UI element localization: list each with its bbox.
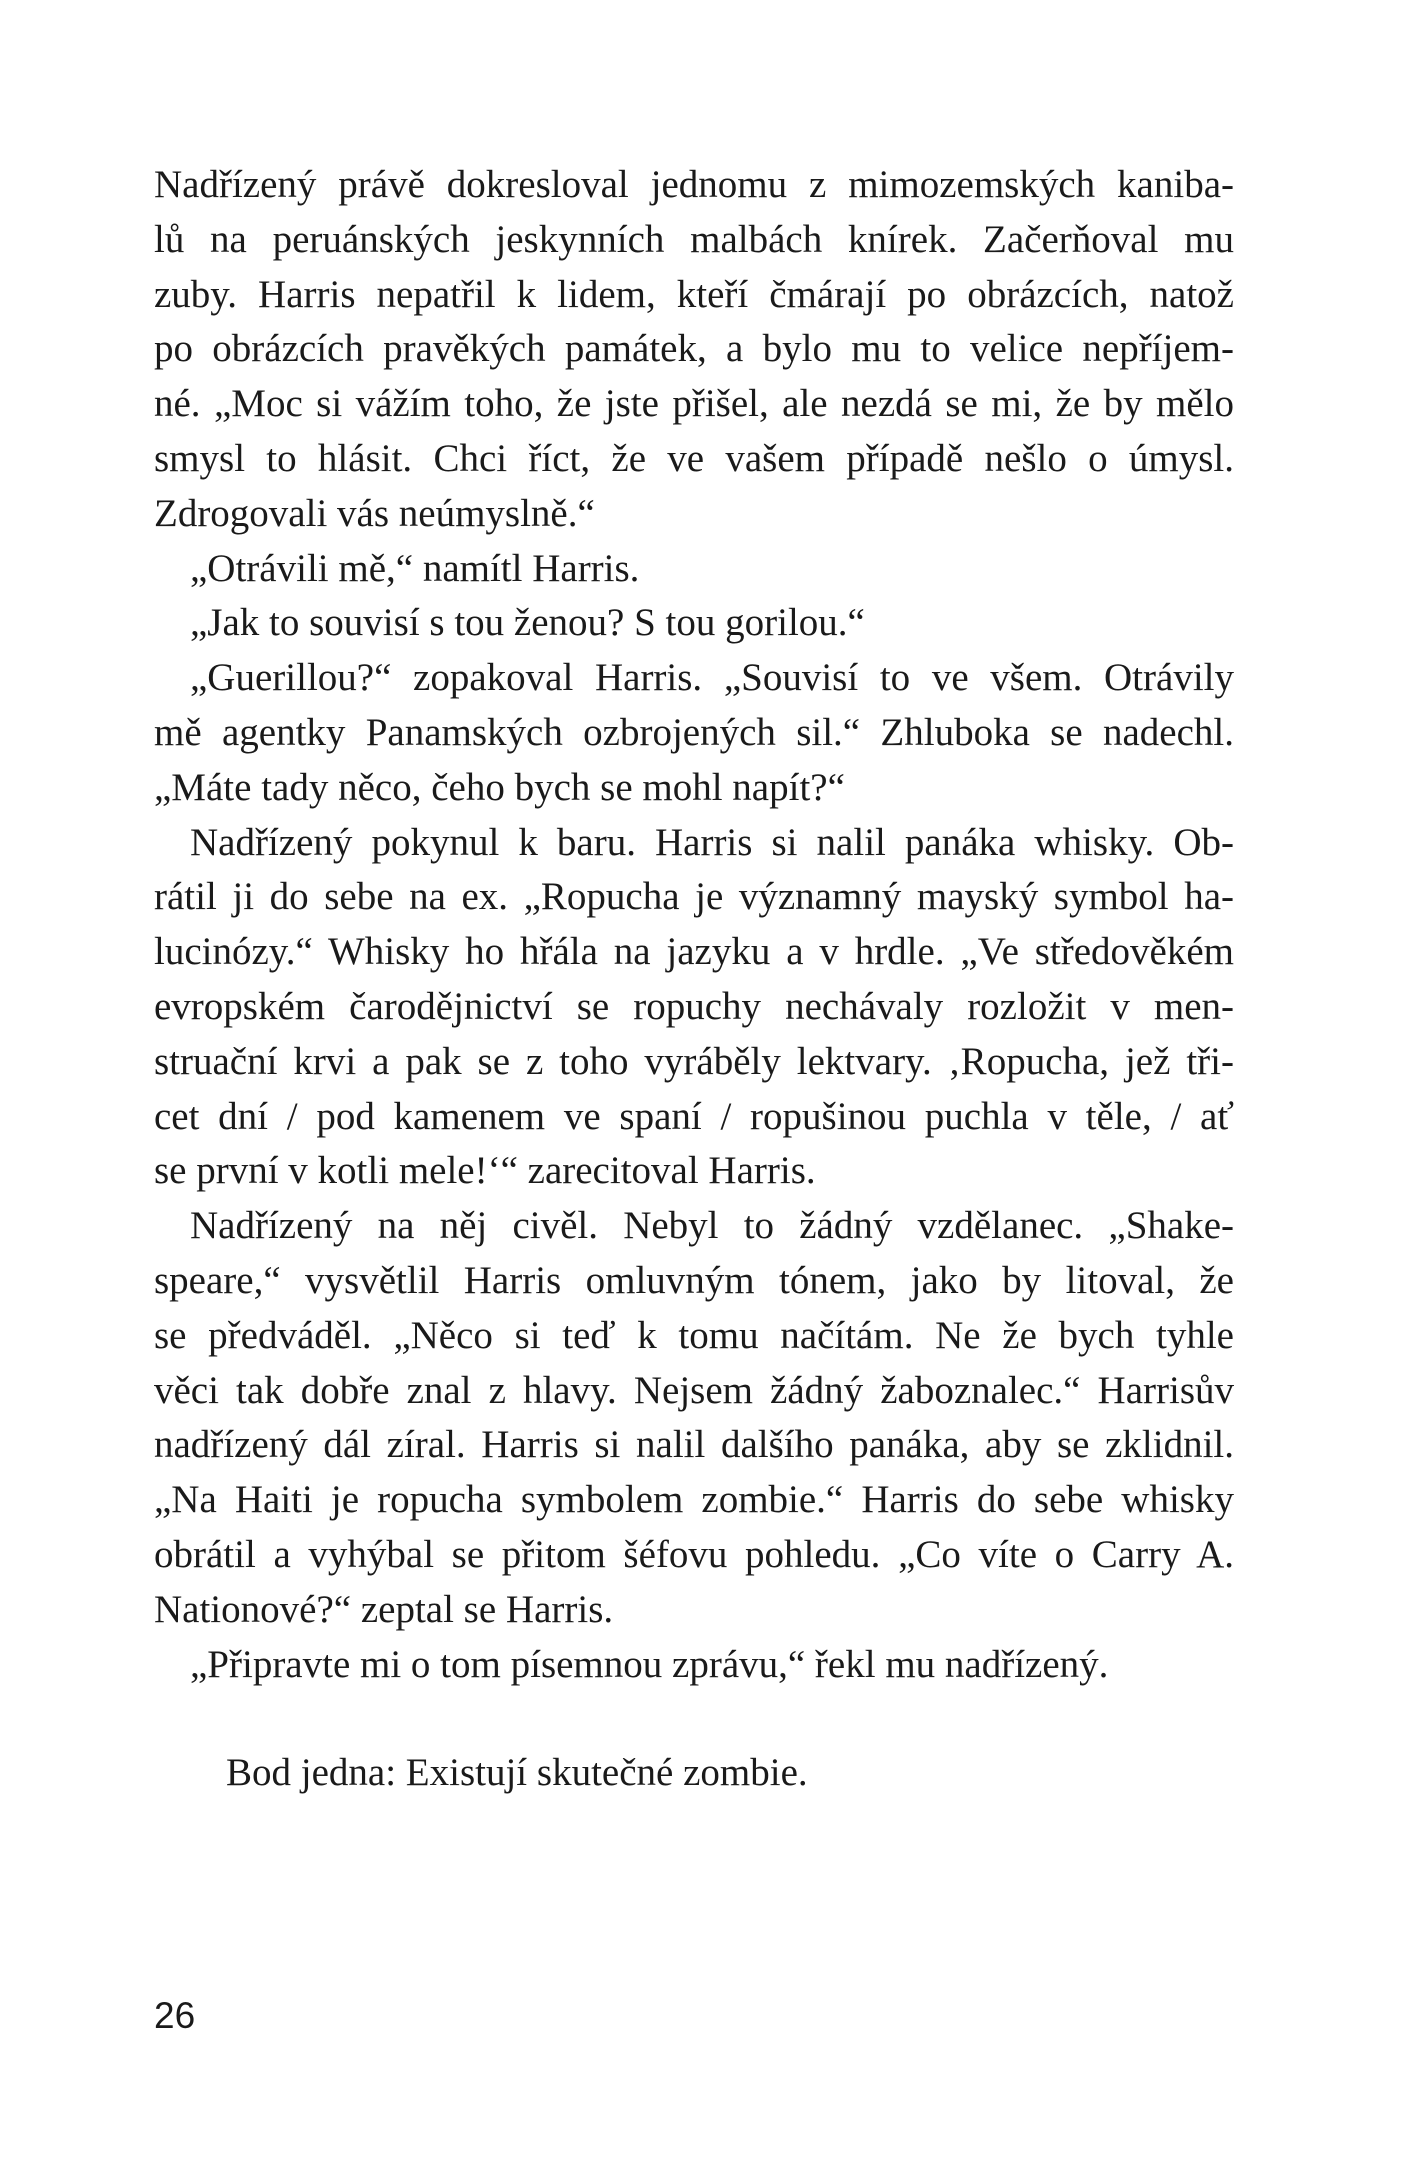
- text-line-8: „Otrávili mě,“ namítl Harris.: [190, 546, 640, 590]
- text-line-11: mě agentky Panamských ozbrojených sil.“ Zhluboka se nadechl.: [154, 710, 1234, 754]
- text-line-6: smysl to hlásit. Chci říct, že ve vašem případě nešlo o úmysl.: [154, 436, 1234, 480]
- text-line-12: „Máte tady něco, čeho bych se mohl napít?“: [154, 765, 845, 809]
- text-line-1: Nadřízený právě dokresloval jednomu z mimozemských kaniba-: [154, 163, 1234, 206]
- text-line-4: po obrázcích pravěkých památek, a bylo mu to velice nepříjem-: [154, 327, 1234, 371]
- text-line-19: se první v kotli mele!‘“ zarecitoval Harris.: [154, 1149, 816, 1193]
- text-line-20: Nadřízený na něj civěl. Nebyl to žádný vzdělanec. „Shake-: [190, 1204, 1234, 1248]
- text-line-13: Nadřízený pokynul k baru. Harris si nalil panáka whisky. Ob-: [190, 820, 1234, 864]
- text-line-26: obrátil a vyhýbal se přitom šéfovu pohledu. „Co víte o Carry A.: [154, 1532, 1234, 1576]
- text-line-22: se předváděl. „Něco si teď k tomu načítám. Ne že bych tyhle: [154, 1313, 1234, 1357]
- text-line-9: „Jak to souvisí s tou ženou? S tou gorilou.“: [190, 601, 865, 645]
- text-line-3: zuby. Harris nepatřil k lidem, kteří čmárají po obrázcích, natož: [154, 272, 1234, 316]
- text-line-23: věci tak dobře znal z hlavy. Nejsem žádný žaboznalec.“ Harrisův: [154, 1368, 1234, 1412]
- text-line-2: lů na peruánských jeskynních malbách knírek. Začerňoval mu: [154, 217, 1234, 261]
- text-line-25: „Na Haiti je ropucha symbolem zombie.“ Harris do sebe whisky: [154, 1478, 1234, 1522]
- text-line-7: Zdrogovali vás neúmyslně.“: [154, 491, 595, 535]
- page-number: 26: [154, 1995, 196, 2036]
- text-line-27: Nationové?“ zeptal se Harris.: [154, 1587, 614, 1631]
- text-line-5: né. „Moc si vážím toho, že jste přišel, ale nezdá se mi, že by mělo: [154, 382, 1234, 426]
- text-line-18: cet dní / pod kamenem ve spaní / ropušinou puchla v těle, / ať: [154, 1094, 1234, 1138]
- text-line-28: „Připravte mi o tom písemnou zprávu,“ řekl mu nadřízený.: [190, 1642, 1109, 1686]
- section-spacer: [154, 1692, 1234, 1746]
- text-line-10: „Guerillou?“ zopakoval Harris. „Souvisí to ve všem. Otrávily: [190, 656, 1234, 700]
- point-one-heading: Bod jedna: Existují skutečné zombie.: [226, 1751, 808, 1795]
- text-line-24: nadřízený dál zíral. Harris si nalil dalšího panáka, aby se zklidnil.: [154, 1423, 1234, 1467]
- text-line-14: rátil ji do sebe na ex. „Ropucha je významný mayský symbol ha-: [154, 875, 1234, 919]
- body-text: [154, 158, 1234, 1801]
- text-line-21: speare,“ vysvětlil Harris omluvným tónem, jako by litoval, že: [154, 1258, 1234, 1302]
- text-line-15: lucinózy.“ Whisky ho hřála na jazyku a v hrdle. „Ve středověkém: [154, 930, 1234, 974]
- text-line-17: struační krvi a pak se z toho vyráběly lektvary. ‚Ropucha, jež tři-: [154, 1039, 1234, 1083]
- text-line-16: evropském čarodějnictví se ropuchy nechávaly rozložit v men-: [154, 984, 1234, 1028]
